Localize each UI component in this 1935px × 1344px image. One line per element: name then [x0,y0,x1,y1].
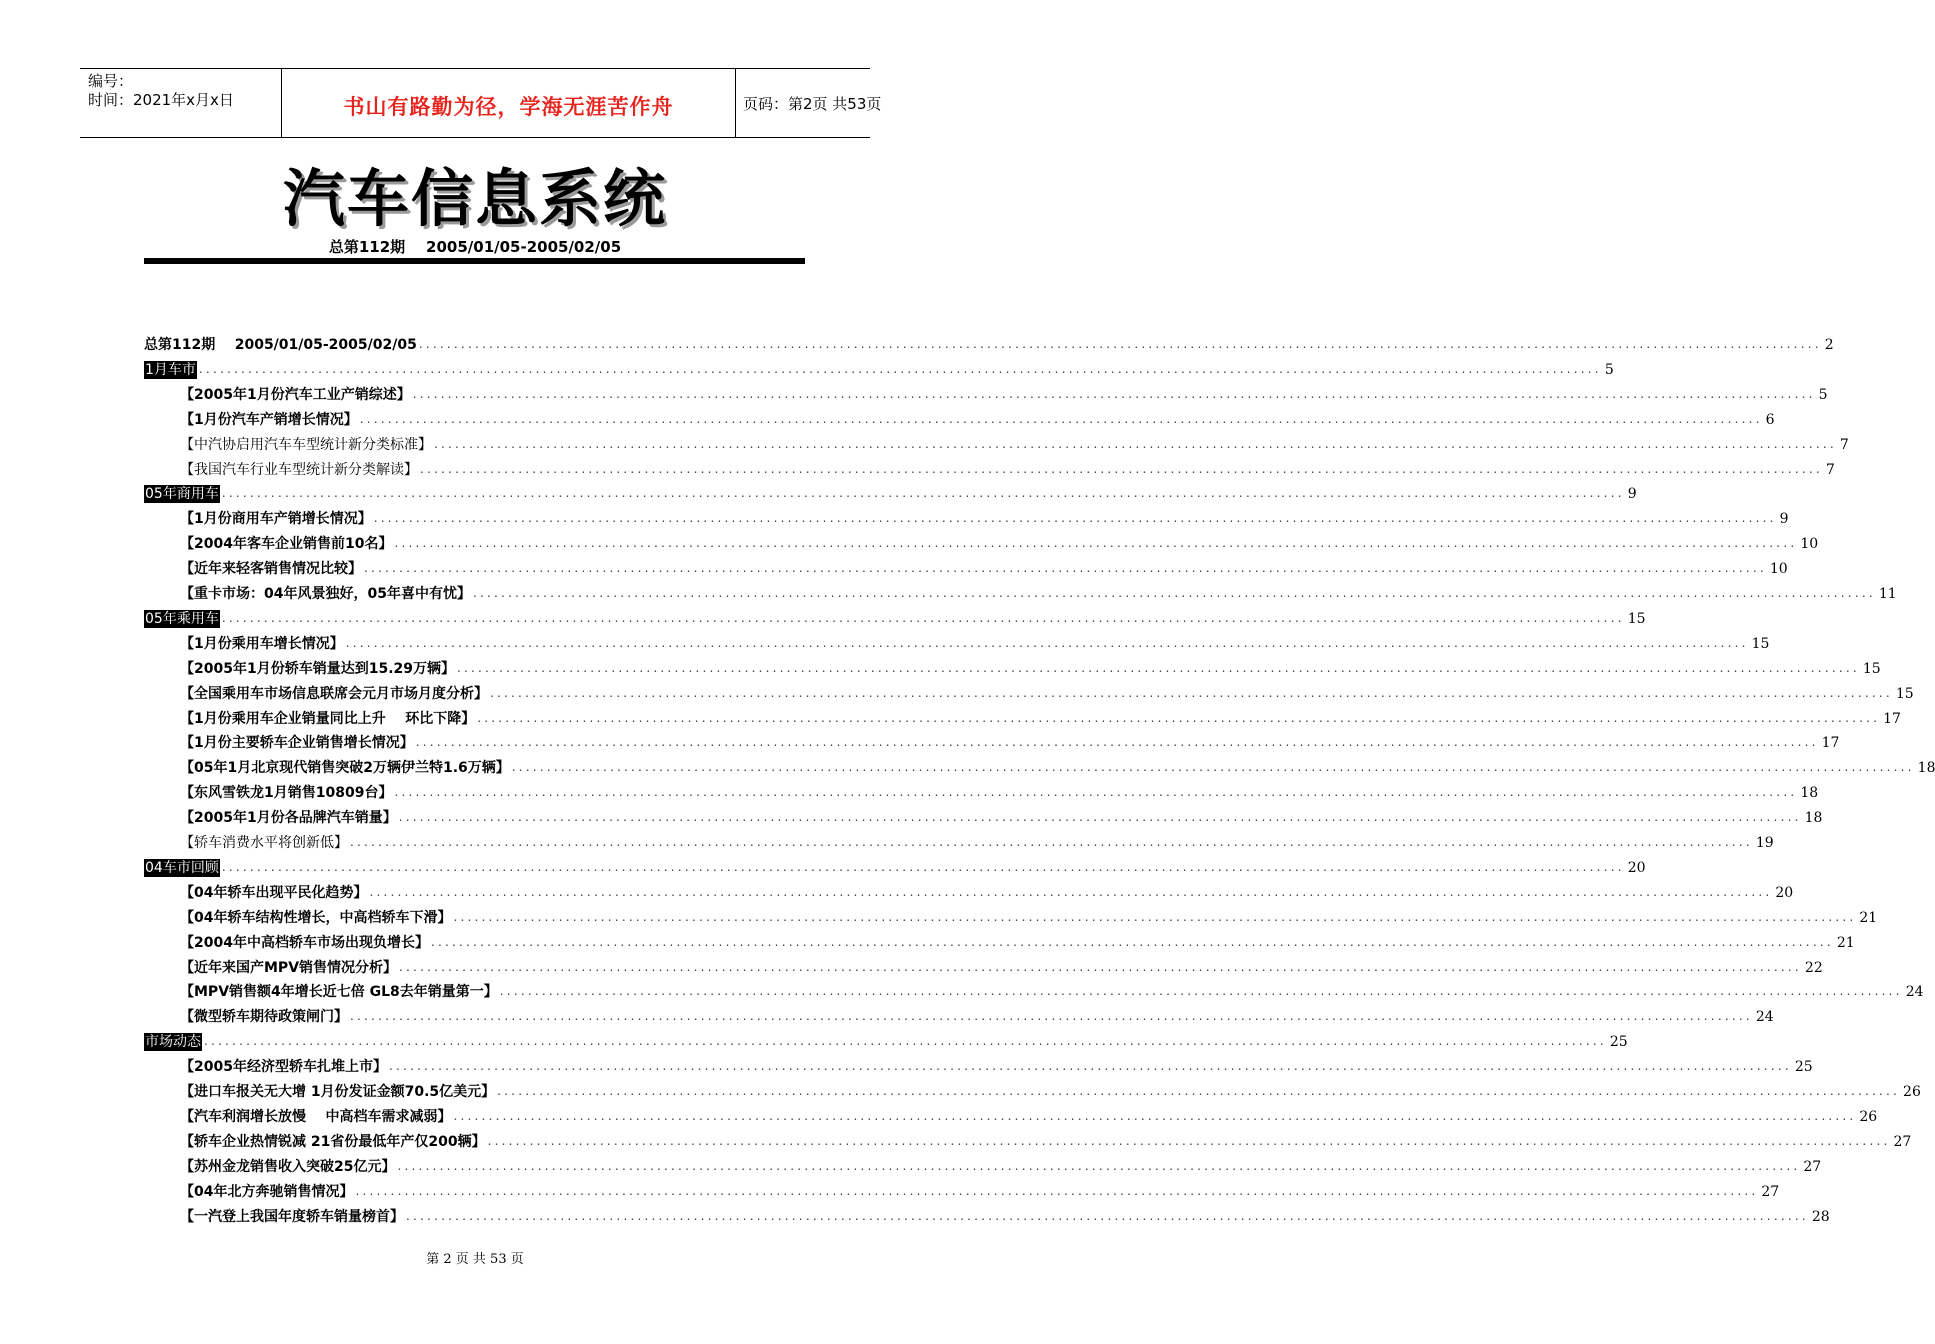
toc-entry-title: 【1月份主要轿车企业销售增长情况】 [180,735,414,752]
toc-entry-title: 05年商用车 [145,486,219,503]
toc-entry[interactable] [180,882,1794,902]
toc-entry[interactable] [180,1206,1830,1226]
toc-entry-title: 【全国乘用车市场信息联席会元月市场月度分析】 [180,685,488,702]
toc-entry-title: 【近年来国产MPV销售情况分析】 [180,959,398,976]
toc-entry[interactable] [180,583,1897,603]
toc-entry-title: 【1月份汽车产销增长情况】 [180,411,358,428]
toc-entry-title: 【东风雪铁龙1月销售10809台】 [180,785,393,802]
toc-entry[interactable] [180,957,1823,977]
toc-dot-leader: ........................................................................................................................................................................................................ [497,1084,1901,1098]
toc-entry-title: 【中汽协启用汽车车型统计新分类标准】 [180,436,432,453]
toc-page-number: 27 [1893,1133,1912,1150]
toc-dot-leader: ........................................................................................................................................................................................................ [204,1034,1607,1049]
toc-entry-title: 【2005年1月份汽车工业产销综述】 [180,386,411,403]
toc-page-number: 6 [1765,411,1775,428]
toc-entry[interactable] [180,708,1901,728]
toc-entry-title: 【MPV销售额4年增长近七倍 GL8去年销量第一】 [180,984,498,1001]
toc-page-number: 18 [1804,810,1823,827]
toc-page-number: 20 [1627,859,1646,876]
toc-section-heading[interactable] [144,359,1614,379]
toc-dot-leader: ........................................................................................................................................................................................................ [394,785,1798,800]
page-info: 页码：第2页 共53页 [743,95,882,113]
toc-dot-leader: ........................................................................................................................................................................................................ [359,411,1763,426]
toc-dot-leader: ........................................................................................................................................................................................................ [369,884,1773,899]
toc-dot-leader: ........................................................................................................................................................................................................ [394,536,1798,551]
toc-dot-leader: ........................................................................................................................................................................................................ [221,486,1625,501]
toc-page-number: 10 [1800,536,1819,553]
toc-entry[interactable] [180,533,1819,553]
motto-text: 书山有路勤为径，学海无涯苦作舟 [343,94,674,119]
toc-page-number: 27 [1803,1158,1822,1175]
toc-entry[interactable] [180,757,1935,777]
page-footer: 第 2 页 共 53 页 [426,1252,524,1267]
toc-page-number: 7 [1839,436,1849,453]
toc-page-number: 25 [1609,1034,1628,1051]
toc-entry-title: 【一汽登上我国年度轿车销量榜首】 [180,1208,404,1225]
toc-dot-leader: ........................................................................................................................................................................................................ [434,436,1837,451]
toc-entry-title: 【轿车消费水平将创新低】 [180,835,348,851]
toc-dot-leader: ........................................................................................................................................................................................................ [355,1183,1759,1198]
toc-entry[interactable] [180,384,1828,404]
toc-dot-leader: ........................................................................................................................................................................................................ [415,735,1819,750]
toc-dot-leader: ........................................................................................................................................................................................................ [399,959,1802,974]
toc-page-number: 21 [1836,934,1855,951]
toc-page-number: 26 [1903,1084,1921,1100]
toc-entry-title: 【05年1月北京现代销售突破2万辆伊兰特1.6万辆】 [180,760,510,777]
toc-dot-leader: ........................................................................................................................................................................................................ [221,859,1625,874]
toc-entry[interactable] [180,434,1849,454]
toc-page-number: 7 [1825,461,1835,478]
toc-dot-leader: ........................................................................................................................................................................................................ [453,909,1857,924]
toc-entry-title: 【轿车企业热情锐减 21省份最低年产仅200辆】 [180,1133,486,1150]
toc-entry[interactable] [180,1006,1774,1026]
toc-page-number: 21 [1859,909,1878,926]
toc-page-number: 22 [1804,959,1823,976]
toc-entry-title: 【微型轿车期待政策闸门】 [180,1009,348,1026]
toc-entry-title: 【04年轿车结构性增长，中高档轿车下滑】 [180,909,452,926]
toc-entry-title: 【苏州金龙销售收入突破25亿元】 [180,1158,396,1175]
toc-dot-leader: ........................................................................................................................................................................................................ [487,1133,1891,1148]
toc-page-number: 20 [1775,884,1794,901]
toc-page-number: 27 [1761,1183,1780,1200]
toc-entry[interactable] [180,782,1819,802]
toc-entry-title: 【2004年客车企业销售前10名】 [180,536,393,553]
toc-page-number: 18 [1917,760,1935,777]
toc-entry[interactable] [180,1106,1878,1126]
toc-dot-leader: ........................................................................................................................................................................................................ [457,660,1860,675]
date-line: 时间：2021年x月x日 [88,91,234,109]
toc-dot-leader: ........................................................................................................................................................................................................ [406,1208,1809,1223]
toc-entry[interactable] [180,508,1789,528]
toc-dot-leader: ........................................................................................................................................................................................................ [398,810,1802,825]
toc-page-number: 26 [1859,1108,1878,1125]
toc-dot-leader: ........................................................................................................................................................................................................ [373,511,1777,526]
toc-entry-title: 【04年北方奔驰销售情况】 [180,1183,354,1200]
toc-page-number: 9 [1627,486,1637,503]
issue-subtitle: 总第112期 2005/01/05-2005/02/05 [328,238,622,256]
toc-entry[interactable] [180,932,1855,952]
toc-entry[interactable] [180,981,1924,1001]
toc-dot-leader: ........................................................................................................................................................................................................ [198,361,1602,376]
toc-entry-title: 【2005年1月份轿车销量达到15.29万辆】 [180,660,455,677]
toc-page-number: 24 [1755,1009,1774,1026]
header-center-cell [281,69,736,137]
toc-section-heading[interactable] [144,608,1646,628]
toc-section-heading[interactable] [144,1031,1628,1051]
toc-page-number: 17 [1883,710,1901,727]
toc-section-heading[interactable] [144,857,1646,877]
toc-dot-leader: ........................................................................................................................................................................................................ [477,710,1881,725]
toc-dot-leader: ........................................................................................................................................................................................................ [388,1059,1792,1074]
toc-entry[interactable] [180,658,1881,678]
toc-entry-title: 05年乘用车 [145,610,219,627]
toc-dot-leader: ........................................................................................................................................................................................................ [412,386,1816,401]
toc-entry[interactable] [180,1156,1822,1176]
toc-entry-title: 【重卡市场：04年风景独好，05年喜中有忧】 [180,586,471,602]
toc-page-number: 5 [1818,386,1828,403]
toc-entry-title: 总第112期 2005/01/05-2005/02/05 [144,337,417,353]
toc-dot-leader: ........................................................................................................................................................................................................ [397,1158,1801,1173]
toc-dot-leader: ........................................................................................................................................................................................................ [221,610,1625,625]
toc-dot-leader: ........................................................................................................................................................................................................ [364,561,1767,576]
toc-entry-title: 【近年来轻客销售情况比较】 [180,561,362,578]
toc-entry-title: 【我国汽车行业车型统计新分类解读】 [180,461,418,478]
toc-dot-leader: ........................................................................................................................................................................................................ [345,635,1749,650]
toc-page-number: 2 [1824,337,1834,353]
toc-page-number: 15 [1751,635,1770,652]
toc-entry-title: 04车市回顾 [145,859,219,876]
toc-page-number: 19 [1755,835,1774,851]
toc-entry-title: 1月车市 [145,361,196,378]
toc-entry-title: 【2005年经济型轿车扎堆上市】 [180,1059,387,1076]
toc-dot-leader: ........................................................................................................................................................................................................ [420,461,1823,476]
number-label: 编号： [88,72,134,90]
toc-entry[interactable] [180,832,1774,852]
toc-entry[interactable] [180,558,1788,578]
toc-page-number: 10 [1769,561,1788,578]
toc-entry-title: 【1月份乘用车增长情况】 [180,635,344,652]
toc-page-number: 24 [1905,984,1924,1001]
toc-entry-title: 【1月份乘用车企业销量同比上升 环比下降】 [180,710,476,727]
toc-entry-title: 【1月份商用车产销增长情况】 [180,511,372,528]
toc-dot-leader: ........................................................................................................................................................................................................ [453,1108,1857,1123]
toc-page-number: 15 [1895,685,1914,702]
toc-dot-leader: ........................................................................................................................................................................................................ [490,685,1893,700]
toc-dot-leader: ........................................................................................................................................................................................................ [511,760,1915,775]
toc-page-number: 18 [1800,785,1819,802]
toc-dot-leader: ........................................................................................................................................................................................................ [499,984,1903,999]
toc-entry[interactable] [180,1081,1921,1101]
toc-entry-title: 【进口车报关无大增 1月份发证金额70.5亿美元】 [180,1084,496,1100]
toc-entry-title: 【04年轿车出现平民化趋势】 [180,884,368,901]
title-rule [144,258,805,264]
toc-entry[interactable] [180,683,1914,703]
toc-dot-leader: ........................................................................................................................................................................................................ [350,1009,1753,1024]
toc-entry[interactable] [180,907,1878,927]
toc-entry[interactable] [180,807,1823,827]
toc-entry-title: 市场动态 [145,1034,201,1051]
toc-page-number: 15 [1627,610,1646,627]
toc-dot-leader: ........................................................................................................................................................................................................ [472,586,1876,600]
toc-section-heading[interactable] [144,483,1637,503]
toc-page-number: 15 [1862,660,1881,677]
toc-entry-title: 【汽车利润增长放慢 中高档车需求减弱】 [180,1108,452,1125]
toc-entry[interactable] [180,459,1835,479]
toc-entry[interactable] [180,1056,1813,1076]
header-left-cell [80,69,281,137]
toc-entry[interactable] [180,633,1770,653]
toc-entry-title: 【2004年中高档轿车市场出现负增长】 [180,934,429,951]
header-right-cell [735,69,882,137]
toc-entry-title: 【2005年1月份各品牌汽车销量】 [180,810,397,827]
document-title: 汽车信息系统 [282,162,667,235]
toc-page-number: 28 [1811,1208,1830,1225]
toc-entry[interactable] [180,409,1775,429]
toc-entry[interactable] [180,1181,1780,1201]
header-table [80,68,882,138]
toc-entry[interactable] [180,1131,1912,1151]
toc-entry[interactable] [180,732,1840,752]
toc-dot-leader: ........................................................................................................................................................................................................ [350,835,1753,849]
toc-dot-leader: ........................................................................................................................................................................................................ [418,337,1822,351]
toc-page-number: 17 [1821,735,1840,752]
toc-page-number: 9 [1779,511,1789,528]
toc-entry[interactable] [144,334,1834,354]
toc-page-number: 5 [1604,361,1614,378]
toc-dot-leader: ........................................................................................................................................................................................................ [430,934,1834,949]
toc-page-number: 25 [1794,1059,1813,1076]
toc-page-number: 11 [1878,586,1897,602]
